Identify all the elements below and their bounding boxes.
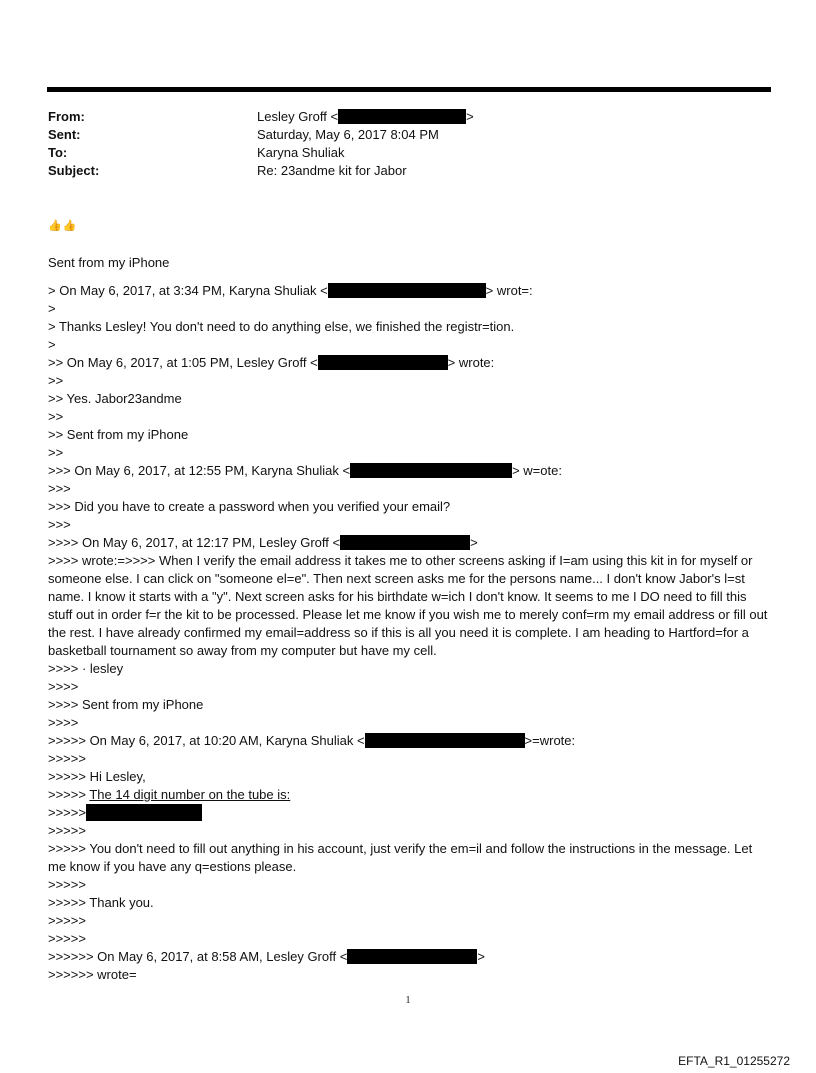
- sent-label: Sent:: [48, 127, 81, 142]
- to-label: To:: [48, 145, 68, 160]
- body-line: >: [48, 337, 56, 352]
- email-body: [48, 254, 772, 984]
- body-line: >>>>>: [48, 751, 86, 766]
- body-line: >>>>>> On May 6, 2017, at 8:58 AM, Lesley Groff < >: [48, 949, 485, 964]
- redaction: [338, 109, 466, 124]
- body-paragraph: >>>> wrote:=>>>> When I verify the email address it takes me to other screens asking if I=am using this kit in for myself or someone else. I can click on "someone el=e". Then next screen asks me for the persons name... I don't know Jabor's l=st name. I know it starts with a "y". Next screen asks for his birthdate w=ich I don't know. It seems to me I DO need to fill this stuff out in order f=r the kit to be processed. Please let me know if you wish me to merely conf=rm my email address or fill out the rest. I have already confirmed my email=address so if this is all you need it is complete. I am heading to Hartford=for a basketball tournament so away from my computer but have my cell.: [48, 553, 768, 658]
- body-line: >: [48, 301, 56, 316]
- body-line: >>>>>> wrote=: [48, 967, 137, 982]
- subject-label: Subject:: [48, 163, 100, 178]
- redaction: [86, 804, 202, 821]
- body-line: > On May 6, 2017, at 3:34 PM, Karyna Shuliak < > wrot=:: [48, 283, 533, 298]
- header-rule: [47, 87, 771, 92]
- body-line: Sent from my iPhone: [48, 255, 170, 270]
- body-line: > Thanks Lesley! You don't need to do anything else, we finished the registr=tion.: [48, 319, 515, 334]
- page-number: 1: [405, 995, 411, 1006]
- redaction: [350, 463, 512, 478]
- to-value: Karyna Shuliak: [257, 145, 345, 160]
- body-line: >>>>> Hi Lesley,: [48, 769, 146, 784]
- subject-value: Re: 23andme kit for Jabor: [257, 163, 407, 178]
- body-line: >>>>> The 14 digit number on the tube is:: [48, 787, 291, 802]
- body-line: >> Yes. Jabor23andme: [48, 391, 182, 406]
- thumbs-up-icon: 👍👍: [48, 220, 78, 232]
- body-line: >>> On May 6, 2017, at 12:55 PM, Karyna Shuliak < > w=ote:: [48, 463, 562, 478]
- body-paragraph: >>>>> You don't need to fill out anything in his account, just verify the em=il and follow the instructions in the message. Let me know if you have any q=estions please.: [48, 841, 753, 874]
- document-id: EFTA_R1_01255272: [678, 1054, 790, 1068]
- body-line: >>>>> Thank you.: [48, 895, 154, 910]
- body-line: >>>>>: [48, 804, 772, 822]
- sent-value: Saturday, May 6, 2017 8:04 PM: [257, 127, 439, 142]
- body-line: >>>>>: [48, 877, 86, 892]
- redaction: [365, 733, 525, 748]
- body-line: >>: [48, 409, 64, 424]
- redaction: [347, 949, 477, 964]
- body-line: >>> Did you have to create a password when you verified your email?: [48, 499, 451, 514]
- body-line: >>>>: [48, 715, 79, 730]
- redaction: [340, 535, 470, 550]
- body-line: >>>>: [48, 679, 79, 694]
- body-line: >>>> · lesley: [48, 661, 124, 676]
- body-line: >>: [48, 373, 64, 388]
- body-line: >>>: [48, 517, 71, 532]
- body-line: >>>> Sent from my iPhone: [48, 697, 204, 712]
- body-line: >>>: [48, 481, 71, 496]
- body-line: >>>>>: [48, 823, 86, 838]
- from-label: From:: [48, 109, 85, 124]
- body-line: >>>>>: [48, 931, 86, 946]
- body-line: >>>> On May 6, 2017, at 12:17 PM, Lesley Groff < >: [48, 535, 478, 550]
- body-line: >> On May 6, 2017, at 1:05 PM, Lesley Groff < > wrote:: [48, 355, 495, 370]
- body-line: >>>>>: [48, 913, 86, 928]
- redaction: [318, 355, 448, 370]
- from-value: Lesley Groff < >: [257, 109, 474, 124]
- body-line: >> Sent from my iPhone: [48, 427, 189, 442]
- body-line: >>: [48, 445, 64, 460]
- body-line: >>>>> On May 6, 2017, at 10:20 AM, Karyna Shuliak < >=wrote:: [48, 733, 576, 748]
- redaction: [328, 283, 486, 298]
